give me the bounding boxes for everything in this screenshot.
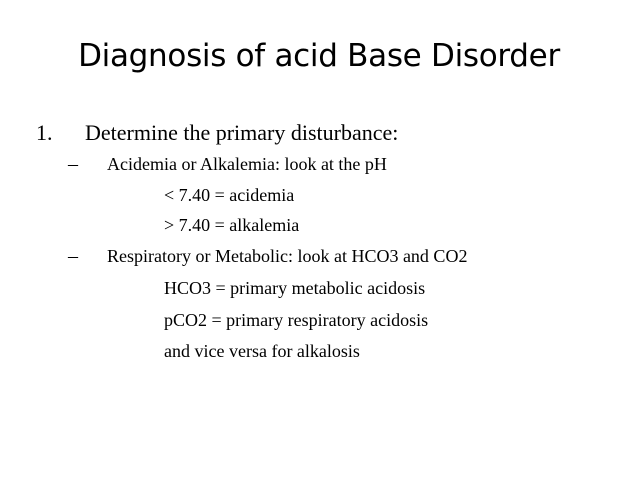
item-number: 1. — [36, 120, 53, 145]
item-text: Determine the primary disturbance: — [85, 120, 399, 145]
subline-acidemia: < 7.40 = acidemia — [164, 185, 295, 205]
bullet-text: Acidemia or Alkalemia: look at the pH — [107, 154, 387, 174]
slide-title: Diagnosis of acid Base Disorder — [78, 38, 560, 74]
dash-bullet: – — [68, 245, 78, 267]
bullet-text: Respiratory or Metabolic: look at HCO3 and CO2 — [107, 246, 468, 266]
subline-alkalosis: and vice versa for alkalosis — [164, 341, 360, 361]
subline-respiratory-acidosis: pCO2 = primary respiratory acidosis — [164, 310, 429, 330]
dash-bullet: – — [68, 153, 78, 175]
subline-metabolic-acidosis: HCO3 = primary metabolic acidosis — [164, 278, 426, 298]
subline-alkalemia: > 7.40 = alkalemia — [164, 215, 300, 235]
